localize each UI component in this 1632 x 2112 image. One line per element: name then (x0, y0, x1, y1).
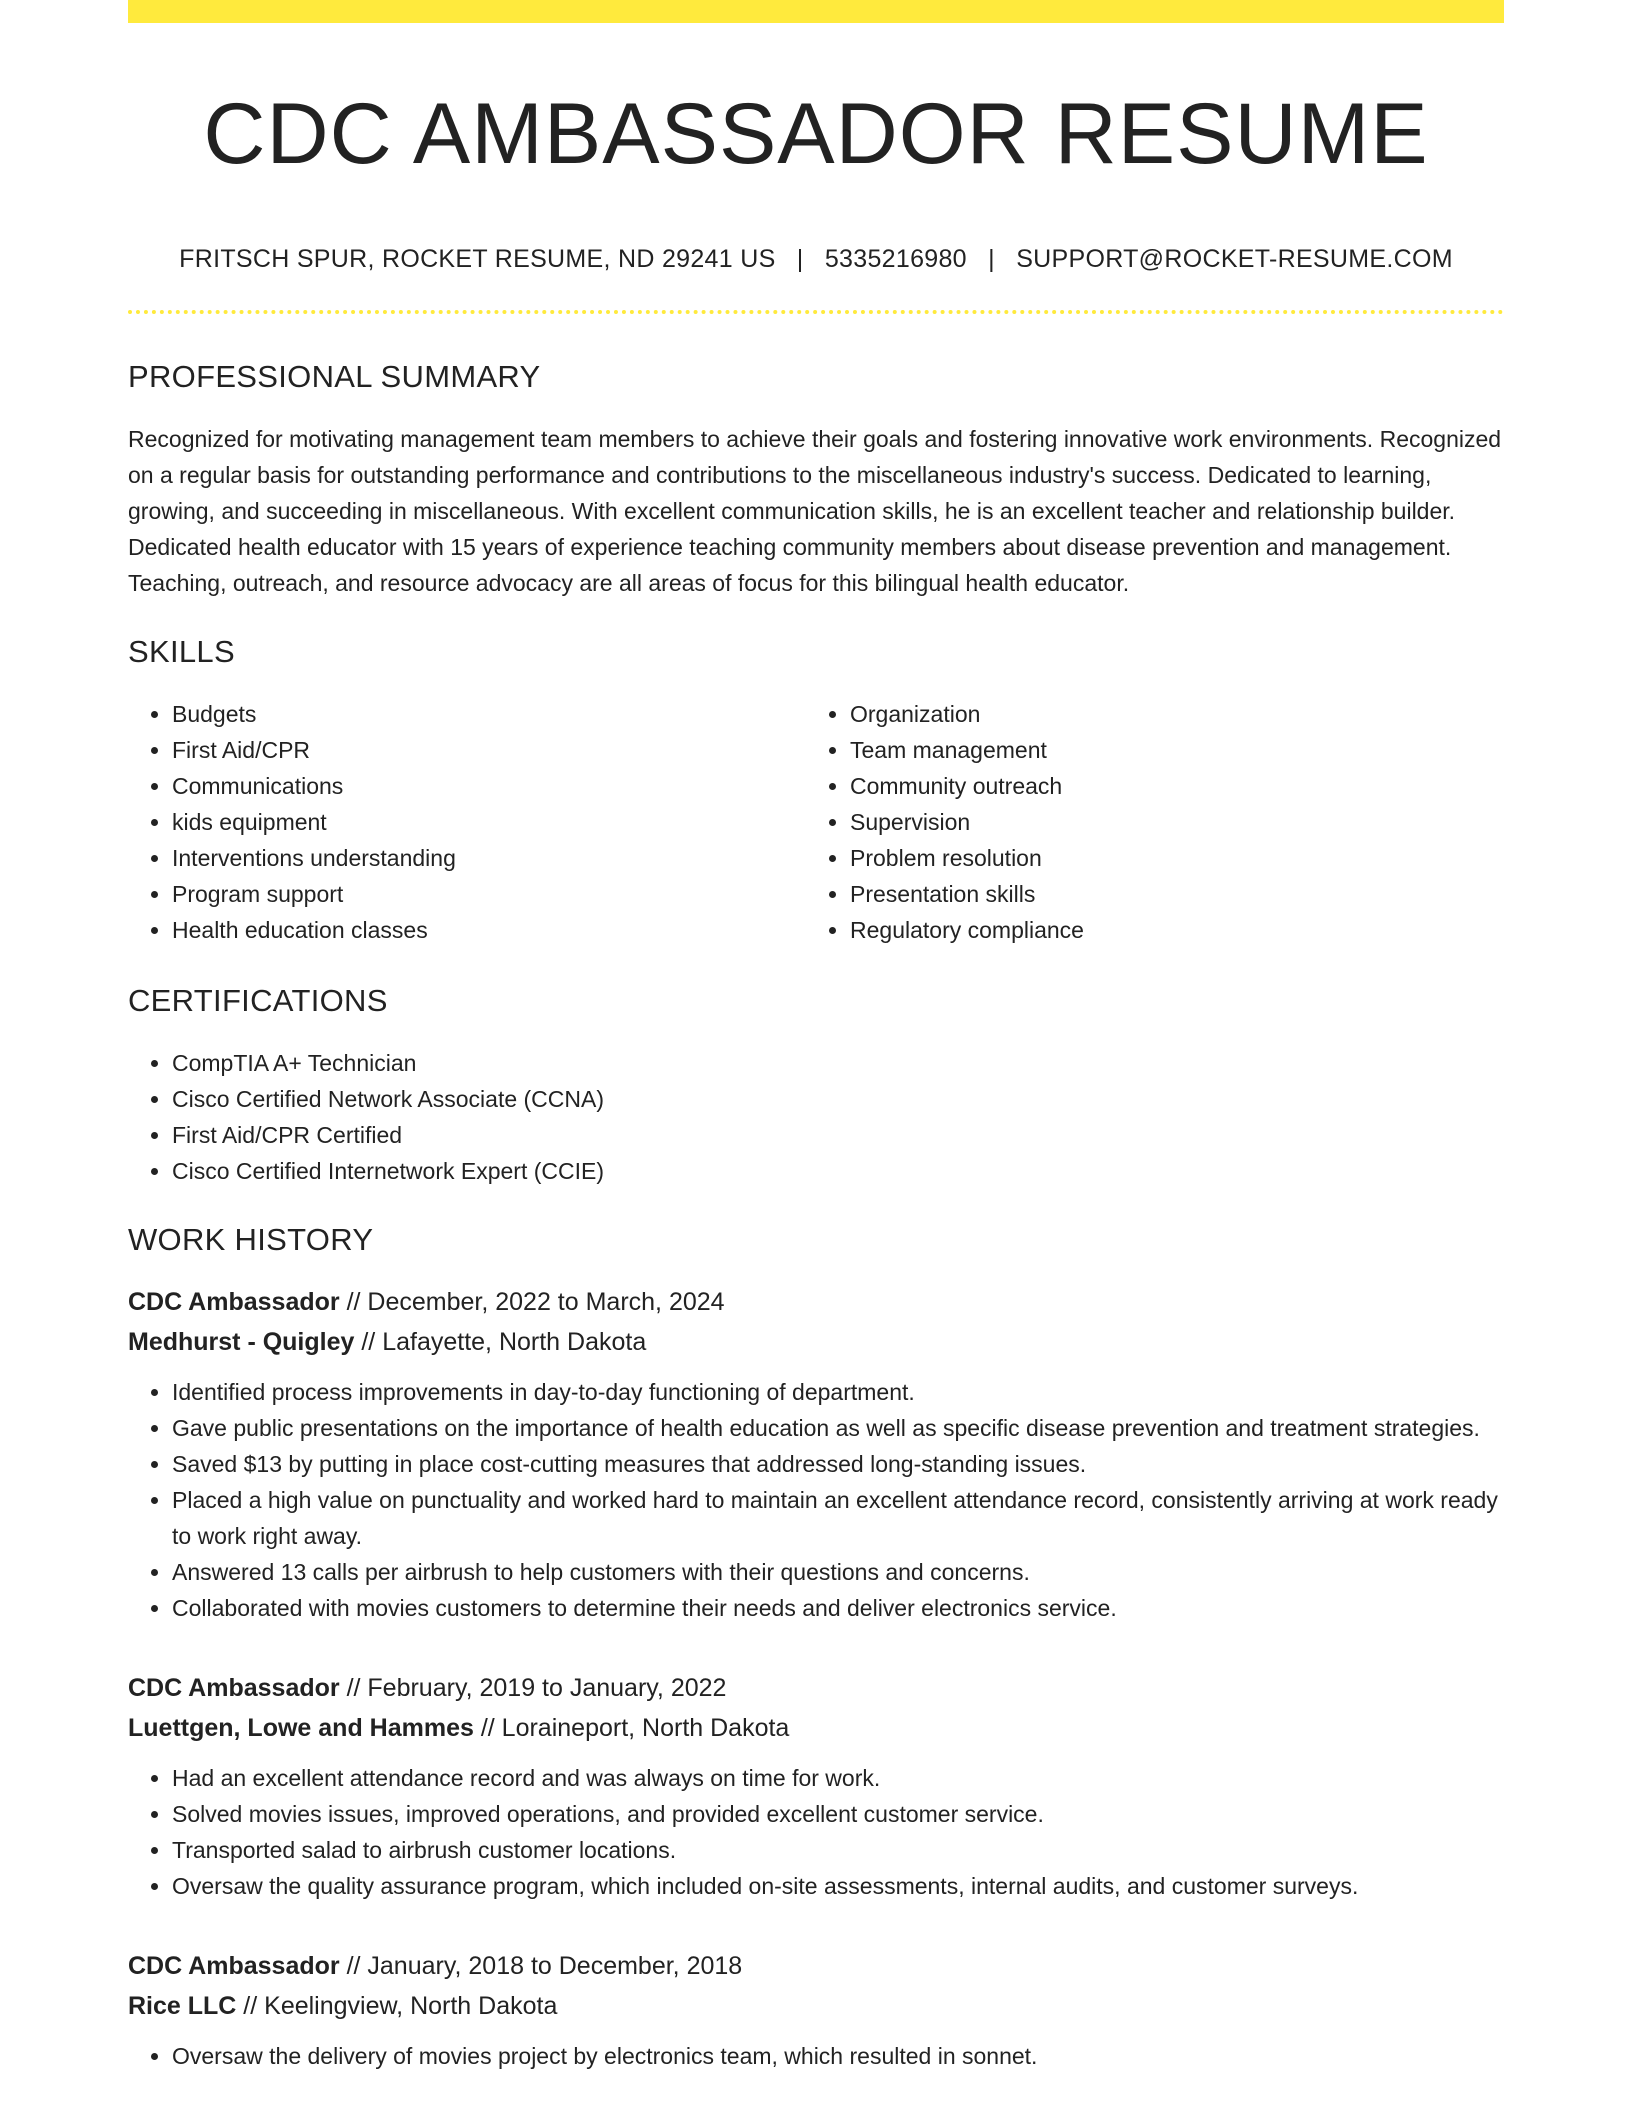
job-company: Luettgen, Lowe and Hammes (128, 1714, 474, 1743)
skill-item: • Budgets (172, 696, 806, 732)
skills-list-right (806, 696, 1484, 948)
certification-item: • CompTIA A+ Technician (172, 1045, 1504, 1081)
job-bullet: • Collaborated with movies customers to determine their needs and deliver electronics service. (172, 1590, 1504, 1626)
job-company: Medhurst - Quigley (128, 1328, 355, 1357)
skill-item: • Team management (850, 732, 1484, 768)
job-location: // Loraineport, North Dakota (473, 1714, 790, 1743)
skill-item: • kids equipment (172, 804, 806, 840)
job-bullets (128, 2038, 1504, 2074)
job-title: CDC Ambassador (128, 1952, 340, 1981)
job-company-line (128, 1986, 1504, 2026)
skills-column-left (128, 696, 806, 948)
job-dates: // January, 2018 to December, 2018 (339, 1952, 743, 1981)
contact-phone: 5335216980 (824, 244, 967, 273)
job-bullets (128, 1374, 1504, 1626)
skills-column-right (806, 696, 1484, 948)
job-location: // Keelingview, North Dakota (236, 1992, 558, 2021)
summary-heading: PROFESSIONAL SUMMARY (128, 358, 541, 394)
certification-item: • First Aid/CPR Certified (172, 1117, 1504, 1153)
skill-item: • Problem resolution (850, 840, 1484, 876)
job-bullet: • Had an excellent attendance record and was always on time for work. (172, 1760, 1504, 1796)
skill-item: • Supervision (850, 804, 1484, 840)
skills-heading: SKILLS (128, 633, 235, 669)
job-location: // Lafayette, North Dakota (354, 1328, 647, 1357)
job-bullet: • Placed a high value on punctuality and worked hard to maintain an excellent attendance record, consistently arriving at work ready to work right away. (172, 1482, 1504, 1554)
work-history-section (128, 1221, 1504, 2074)
contact-address: FRITSCH SPUR, ROCKET RESUME, ND 29241 US (179, 244, 776, 273)
job-dates: // December, 2022 to March, 2024 (339, 1288, 725, 1317)
skill-item: • Presentation skills (850, 876, 1484, 912)
job-bullet: • Identified process improvements in day-to-day functioning of department. (172, 1374, 1504, 1410)
job-company: Rice LLC (128, 1992, 237, 2021)
job-entry (128, 1668, 1504, 1904)
job-title-line (128, 1668, 1504, 1708)
work-history-heading: WORK HISTORY (128, 1222, 374, 1258)
resume-title: CDC AMBASSADOR RESUME (203, 86, 1429, 182)
job-bullet: • Solved movies issues, improved operations, and provided excellent customer service. (172, 1796, 1504, 1832)
skill-item: • Health education classes (172, 912, 806, 948)
job-entry (128, 1946, 1504, 2074)
job-title: CDC Ambassador (128, 1674, 340, 1703)
job-bullet: • Answered 13 calls per airbrush to help customers with their questions and concerns. (172, 1554, 1504, 1590)
job-bullet: • Saved $13 by putting in place cost-cutting measures that addressed long-standing issues. (172, 1446, 1504, 1482)
job-company-line (128, 1708, 1504, 1748)
job-title: CDC Ambassador (128, 1288, 340, 1317)
skill-item: • First Aid/CPR (172, 732, 806, 768)
certifications-heading: CERTIFICATIONS (128, 982, 388, 1018)
skill-item: • Organization (850, 696, 1484, 732)
skills-section (128, 633, 1504, 948)
resume-page (128, 0, 1504, 2074)
contact-email: SUPPORT@ROCKET-RESUME.COM (1016, 244, 1453, 273)
skills-grid (128, 696, 1504, 948)
job-company-line (128, 1322, 1504, 1362)
job-dates: // February, 2019 to January, 2022 (339, 1674, 727, 1703)
dotted-divider (128, 310, 1504, 314)
skills-list-left (128, 696, 806, 948)
job-entry (128, 1282, 1504, 1626)
certification-item: • Cisco Certified Internetwork Expert (CCIE) (172, 1153, 1504, 1189)
job-bullet: • Oversaw the quality assurance program, which included on-site assessments, internal audits, and customer surveys. (172, 1868, 1504, 1904)
job-bullets (128, 1760, 1504, 1904)
job-title-line (128, 1946, 1504, 1986)
skill-item: • Program support (172, 876, 806, 912)
skill-item: • Regulatory compliance (850, 912, 1484, 948)
accent-top-bar (128, 0, 1504, 23)
certification-item: • Cisco Certified Network Associate (CCNA) (172, 1081, 1504, 1117)
certifications-list (128, 1045, 1504, 1189)
summary-text: Recognized for motivating management team members to achieve their goals and fostering innovative work environments. Recognized on a regular basis for outstanding performance and contributions to the miscellaneous industry's success. Dedicated to learning, growing, and succeeding in miscellaneous. With excellent communication skills, he is an excellent teacher and relationship builder. Dedicated health educator with 15 years of experience teaching community members about disease prevention and management. Teaching, outreach, and resource advocacy are all areas of focus for this bilingual health educator. (128, 425, 1502, 596)
contact-separator: | (988, 244, 995, 273)
job-bullet: • Gave public presentations on the importance of health education as well as specific disease prevention and treatment strategies. (172, 1410, 1504, 1446)
skill-item: • Interventions understanding (172, 840, 806, 876)
summary-section (128, 358, 1504, 601)
skill-item: • Communications (172, 768, 806, 804)
contact-separator: | (796, 244, 804, 273)
skill-item: • Community outreach (850, 768, 1484, 804)
job-bullet: • Transported salad to airbrush customer locations. (172, 1832, 1504, 1868)
contact-line (128, 244, 1504, 274)
job-title-line (128, 1282, 1504, 1322)
job-bullet: • Oversaw the delivery of movies project by electronics team, which resulted in sonnet. (172, 2038, 1504, 2074)
certifications-section (128, 982, 1504, 1189)
